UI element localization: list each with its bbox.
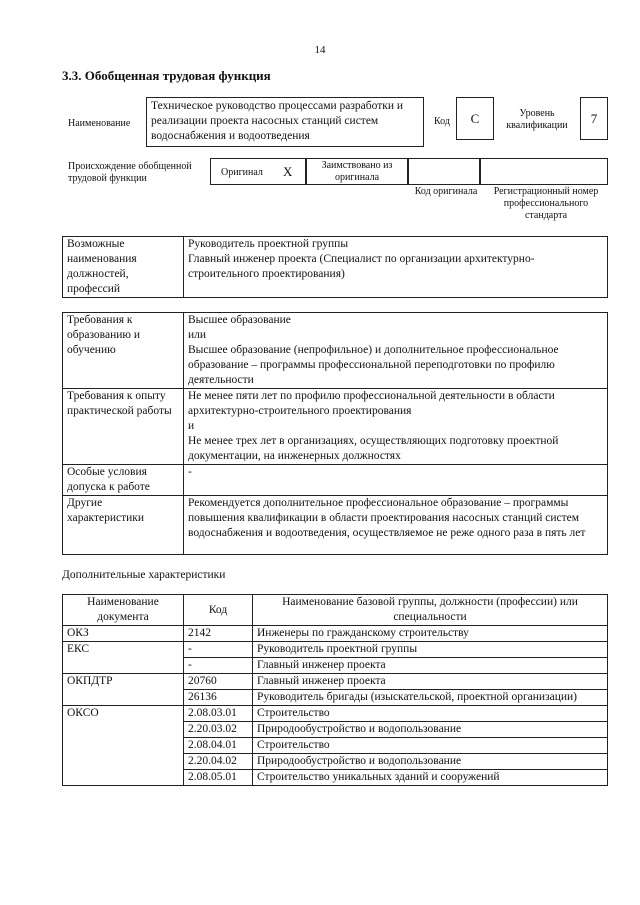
doc-cell: ОКСО xyxy=(63,706,184,786)
code-cell: - xyxy=(184,642,253,658)
code-cell: 2.20.03.02 xyxy=(184,722,253,738)
requirement-label: Другие характеристики xyxy=(63,496,184,555)
doc-cell: ЕКС xyxy=(63,642,184,674)
code-original-caption: Код оригинала xyxy=(414,186,478,197)
name-cell: Строительство xyxy=(253,738,608,754)
requirement-value: - xyxy=(184,465,608,496)
code-cell: 2.08.05.01 xyxy=(184,770,253,786)
requirement-value: Рекомендуется дополнительное профессиональное образование – программы повышения квалификации в области проектирования насосных станций систем водоснабжения и водоотведения, осуществляемое не реже одного раза в пять лет xyxy=(184,496,608,555)
code-cell: 20760 xyxy=(184,674,253,690)
code-cell: 2.08.04.01 xyxy=(184,738,253,754)
borrowed-box xyxy=(306,158,408,185)
name-cell: Руководитель проектной группы xyxy=(253,642,608,658)
positions-table xyxy=(62,236,608,298)
header-name: Наименование базовой группы, должности (профессии) или специальности xyxy=(253,595,608,626)
name-cell: Строительство уникальных зданий и сооружений xyxy=(253,770,608,786)
positions-label: Возможные наименования должностей, профессий xyxy=(63,237,184,298)
table-row xyxy=(63,389,608,465)
requirement-value: Не менее пяти лет по профилю профессиональной деятельности в области архитектурно-строительного проектирования и Не менее трех лет в организациях, осуществляющих подготовку проектной документации, на инженерных должностях xyxy=(184,389,608,465)
table-row xyxy=(63,642,608,658)
name-cell: Главный инженер проекта xyxy=(253,674,608,690)
origin-label: Происхождение обобщенной трудовой функции xyxy=(68,161,192,184)
reg-number-box xyxy=(480,158,608,185)
code-original-box xyxy=(408,158,480,185)
header-code: Код xyxy=(184,595,253,626)
code-cell: 26136 xyxy=(184,690,253,706)
requirements-table xyxy=(62,312,608,555)
positions-value: Руководитель проектной группы Главный инженер проекта (Специалист по организации архитектурно-строительного проектирования) xyxy=(184,237,608,298)
name-cell: Руководитель бригады (изыскательской, проектной организации) xyxy=(253,690,608,706)
original-box xyxy=(210,158,306,185)
page-number: 14 xyxy=(314,44,326,56)
additional-table xyxy=(62,594,608,786)
borrowed-label: Заимствовано из оригинала xyxy=(321,160,393,183)
name-cell: Инженеры по гражданскому строительству xyxy=(253,626,608,642)
name-label: Наименование xyxy=(68,118,131,129)
table-row xyxy=(63,626,608,642)
table-row xyxy=(63,496,608,555)
name-cell: Главный инженер проекта xyxy=(253,658,608,674)
doc-cell: ОКЗ xyxy=(63,626,184,642)
code-cell: - xyxy=(184,658,253,674)
code-value: C xyxy=(456,97,494,140)
code-cell: 2142 xyxy=(184,626,253,642)
reg-number-caption: Регистрационный номер профессионального стандарта xyxy=(493,186,599,221)
name-value-box xyxy=(146,97,424,147)
name-cell: Природообустройство и водопользование xyxy=(253,754,608,770)
section-title: 3.3. Обобщенная трудовая функция xyxy=(62,68,271,83)
table-header-row xyxy=(63,595,608,626)
name-cell: Строительство xyxy=(253,706,608,722)
table-row xyxy=(63,465,608,496)
name-cell: Природообустройство и водопользование xyxy=(253,722,608,738)
code-label: Код xyxy=(434,116,450,127)
table-row xyxy=(63,674,608,690)
level-value: 7 xyxy=(580,97,608,140)
code-cell: 2.20.04.02 xyxy=(184,754,253,770)
name-value: Техническое руководство процессами разработки и реализации проекта насосных станций систем водоснабжения и водоотведения xyxy=(151,100,404,142)
requirement-value: Высшее образование или Высшее образование (непрофильное) и дополнительное профессиональное образование – программы профессиональной переподготовки по профилю деятельности xyxy=(184,313,608,389)
original-mark: X xyxy=(283,164,293,179)
requirement-label: Требования к опыту практической работы xyxy=(63,389,184,465)
doc-cell: ОКПДТР xyxy=(63,674,184,706)
level-label: Уровень квалификации xyxy=(506,108,568,131)
requirement-label: Требования к образованию и обучению xyxy=(63,313,184,389)
code-cell: 2.08.03.01 xyxy=(184,706,253,722)
table-row xyxy=(63,706,608,722)
additional-title: Дополнительные характеристики xyxy=(62,569,226,581)
original-label: Оригинал xyxy=(221,167,263,178)
requirement-label: Особые условия допуска к работе xyxy=(63,465,184,496)
table-row xyxy=(63,313,608,389)
header-doc: Наименование документа xyxy=(63,595,184,626)
